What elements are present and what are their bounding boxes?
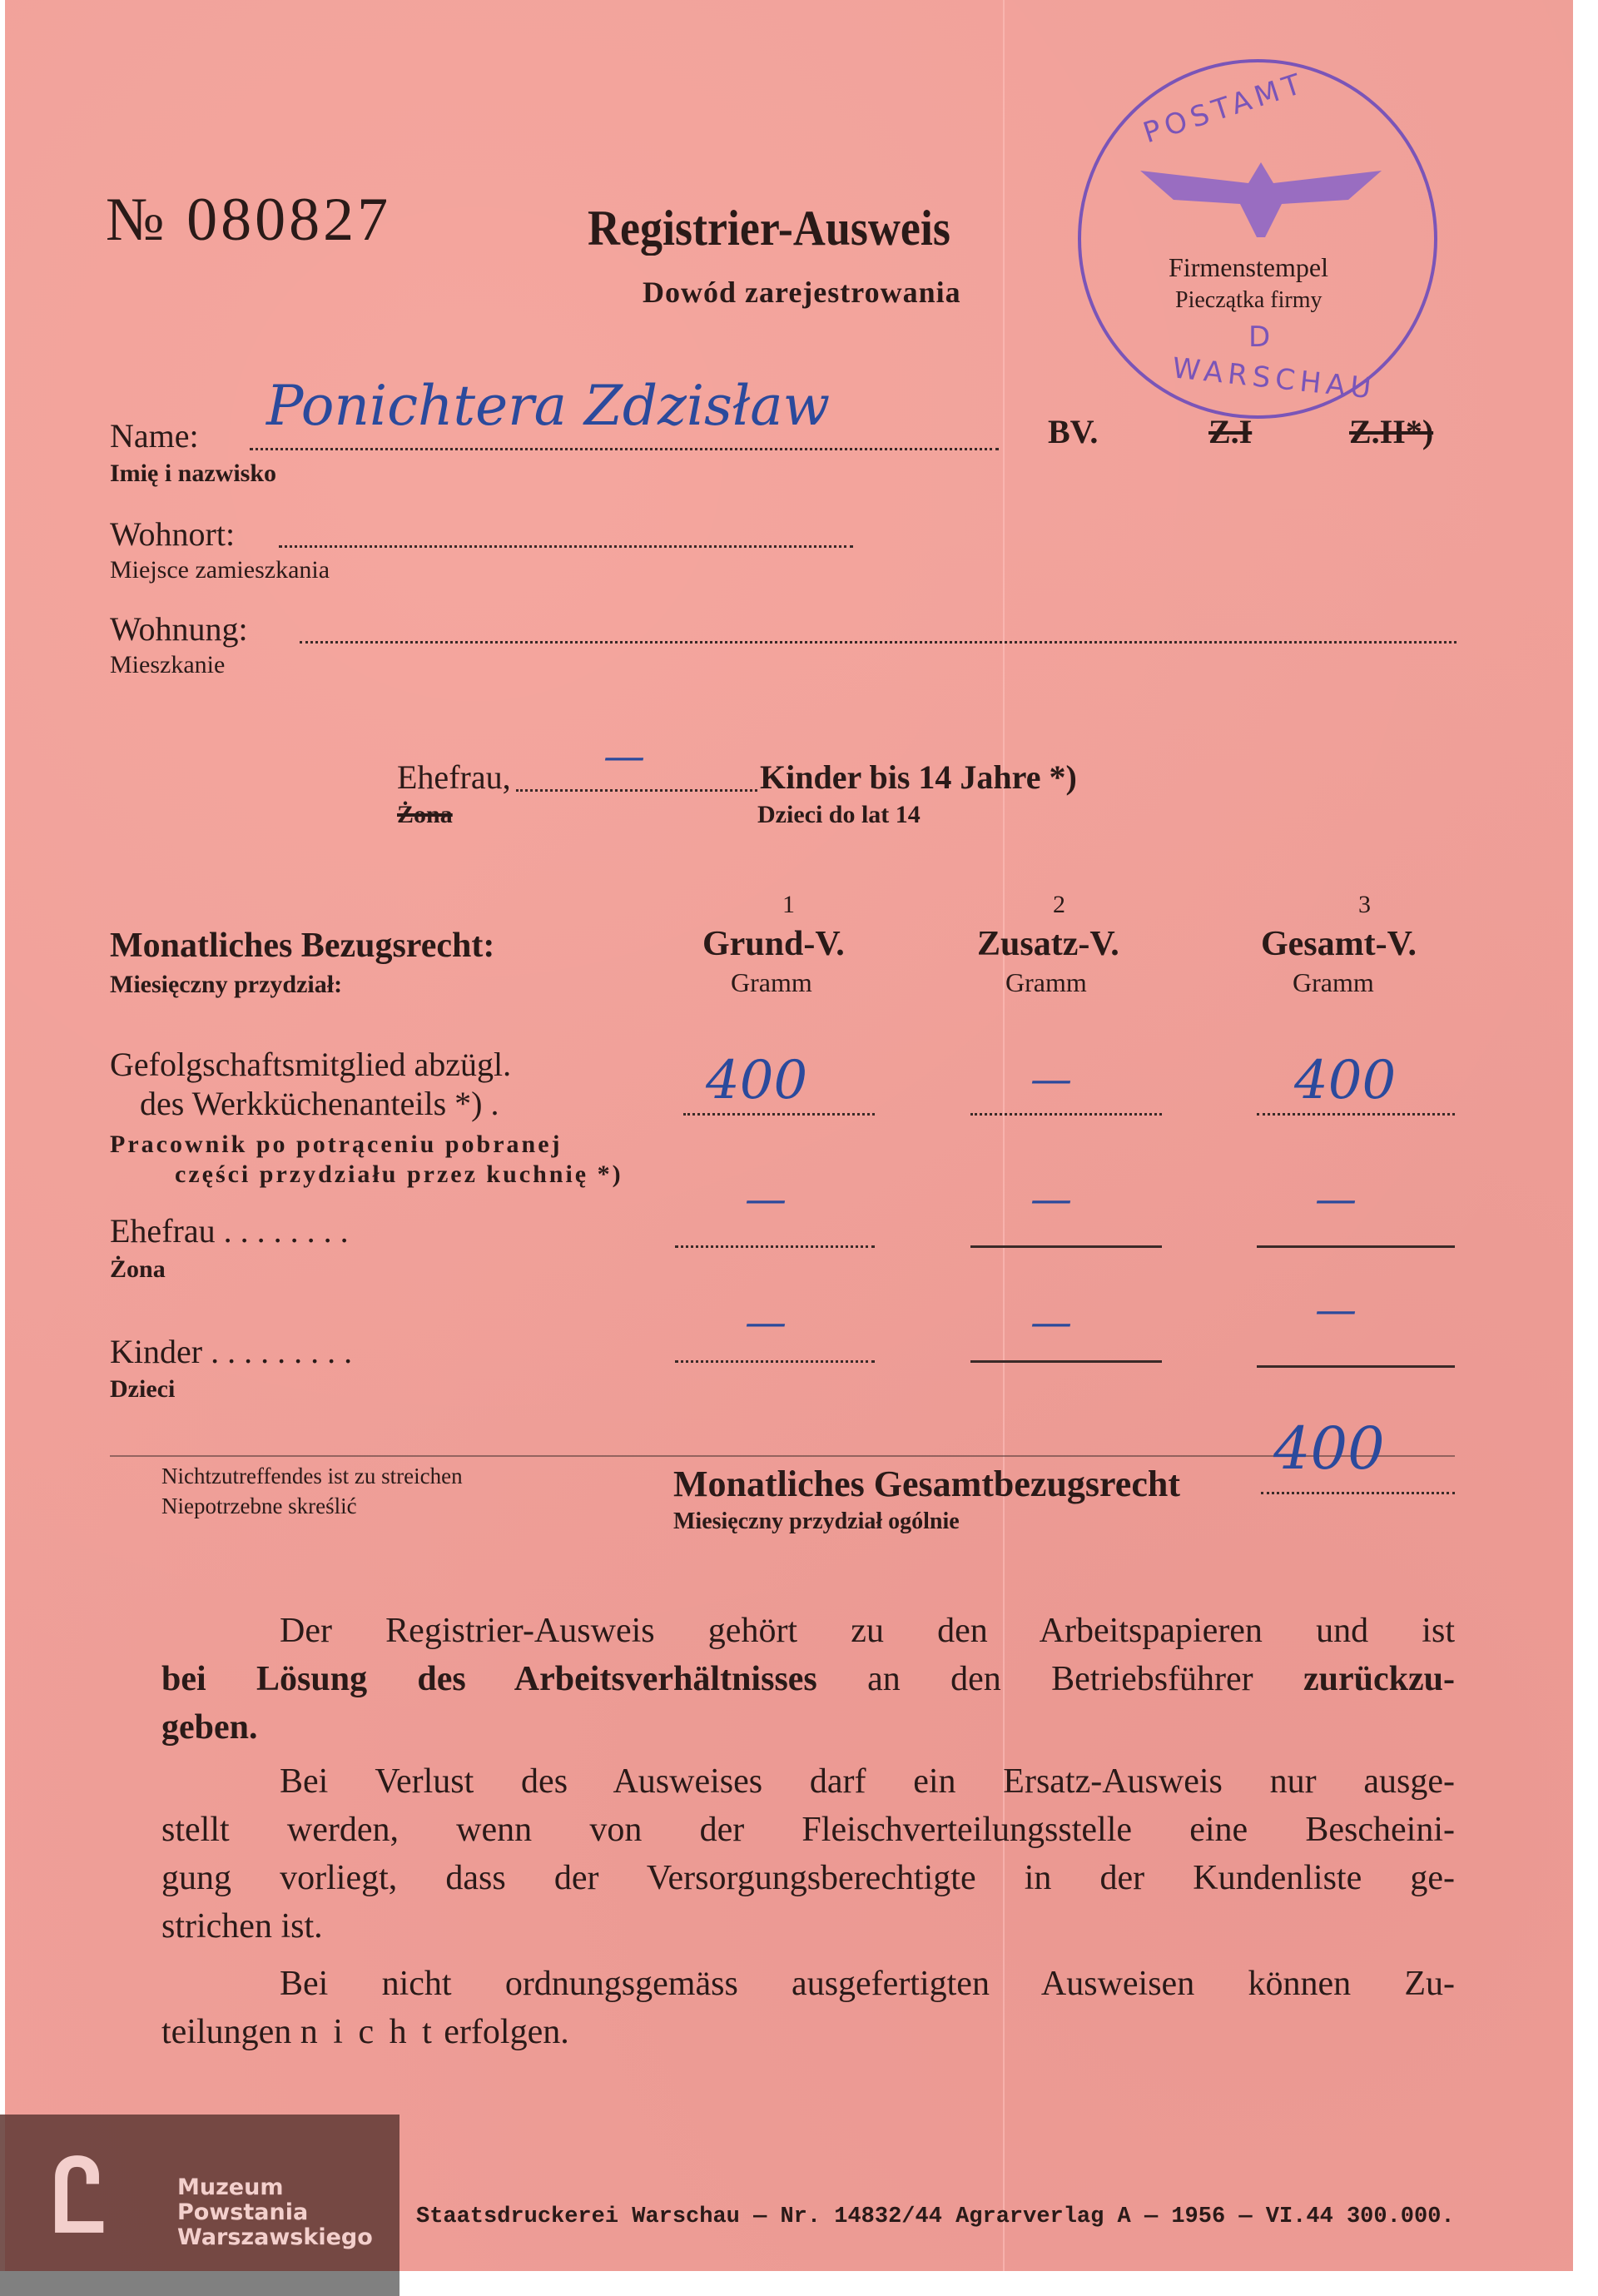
p1-bold-b: zurückzu- bbox=[1303, 1660, 1455, 1698]
watermark-line2: Powstania bbox=[177, 2199, 309, 2225]
wohnung-label-pl: Mieszkanie bbox=[110, 651, 226, 678]
ehefrau-label: Ehefrau, bbox=[397, 758, 511, 796]
column-header-gesamt: Gesamt-V. bbox=[1261, 925, 1417, 963]
row-ehefrau-gesamt-value: — bbox=[1315, 1175, 1357, 1223]
stamp-bottom-text: WARSCHAU bbox=[1170, 351, 1378, 406]
total-value: 400 bbox=[1273, 1414, 1385, 1483]
z1-option: Z.I bbox=[1208, 413, 1253, 450]
printer-imprint: Staatsdruckerei Warschau — Nr. 14832/44 Agrarverlag A — 1956 — VI.44 300.000. bbox=[416, 2204, 1455, 2229]
eagle-icon bbox=[1140, 154, 1382, 237]
row-kinder-line-3 bbox=[1257, 1365, 1455, 1368]
bv-option: BV. bbox=[1048, 413, 1099, 450]
p3-a: teilungen bbox=[161, 2013, 300, 2051]
wohnung-label: Wohnung: bbox=[110, 610, 248, 648]
p1-normal: an den Betriebsführer bbox=[816, 1660, 1303, 1698]
row-kinder-label-pl: Dzieci bbox=[110, 1375, 176, 1403]
row-ehefrau-grund-value: — bbox=[745, 1175, 787, 1223]
p1-bold-a: bei Lösung des Arbeitsverhältnisses bbox=[161, 1660, 817, 1698]
p1-line1: Der Registrier-Ausweis gehört zu den Arbeitspapieren und ist bbox=[280, 1612, 1455, 1650]
kinder-label: Kinder bis 14 Jahre *) bbox=[760, 758, 1077, 796]
company-stamp-label-pl: Pieczątka firmy bbox=[1175, 287, 1323, 313]
ration-heading-pl: Miesięczny przydział: bbox=[110, 971, 343, 998]
row-ehefrau-label-pl: Żona bbox=[110, 1255, 166, 1283]
column-number-1: 1 bbox=[782, 891, 795, 918]
ehefrau-value: — bbox=[603, 732, 645, 780]
row-member-line-1 bbox=[683, 1113, 875, 1116]
p3-c: erfolgen. bbox=[434, 2013, 569, 2051]
strike-note-pl: Niepotrzebne skreślić bbox=[161, 1493, 357, 1518]
wohnung-line bbox=[300, 641, 1457, 644]
museum-watermark bbox=[0, 2115, 400, 2296]
name-label: Name: bbox=[110, 417, 199, 455]
wohnort-line bbox=[279, 545, 853, 548]
row-member-label: Gefolgschaftsmitglied abzügl. bbox=[110, 1046, 512, 1083]
column-unit-grund: Gramm bbox=[731, 967, 812, 997]
row-ehefrau-zusatz-value: — bbox=[1030, 1175, 1072, 1223]
document-number: № 080827 bbox=[106, 186, 392, 254]
name-value: Ponichtera Zdzisław bbox=[266, 374, 831, 438]
p3-line1: Bei nicht ordnungsgemäss ausgefertigten Ausweisen können Zu- bbox=[280, 1965, 1455, 2003]
column-header-zusatz: Zusatz-V. bbox=[977, 925, 1119, 963]
row-kinder-zusatz-value: — bbox=[1030, 1298, 1072, 1346]
row-kinder-gesamt-value: — bbox=[1315, 1285, 1357, 1334]
paragraph-validity-notice bbox=[161, 1960, 1455, 2056]
watermark-band bbox=[0, 2271, 400, 2296]
column-unit-zusatz: Gramm bbox=[1005, 967, 1087, 997]
kinder-label-pl: Dzieci do lat 14 bbox=[757, 801, 921, 828]
row-member-label-pl2: części przydziału przez kuchnię *) bbox=[175, 1160, 623, 1188]
strike-note: Nichtzutreffendes ist zu streichen bbox=[161, 1464, 463, 1488]
row-ehefrau-line-2 bbox=[970, 1245, 1162, 1248]
row-kinder-grund-value: — bbox=[745, 1298, 787, 1346]
company-stamp-label: Firmenstempel bbox=[1169, 252, 1328, 282]
anchor-logo-icon: Ꮭ bbox=[52, 2139, 108, 2255]
p2-line3: gung vorliegt, dass der Versorgungsberechtigte in der Kundenliste ge- bbox=[161, 1859, 1455, 1897]
name-line bbox=[250, 448, 999, 450]
p2-line2: stellt werden, wenn von der Fleischverteilungsstelle eine Bescheini- bbox=[161, 1811, 1455, 1849]
p3-b: n i c h t bbox=[300, 2013, 435, 2051]
p1-line3: geben. bbox=[161, 1708, 258, 1747]
column-unit-gesamt: Gramm bbox=[1293, 967, 1374, 997]
total-label-pl: Miesięczny przydział ogólnie bbox=[673, 1508, 960, 1534]
column-number-2: 2 bbox=[1053, 891, 1065, 918]
row-ehefrau-label: Ehefrau . . . . . . . . bbox=[110, 1212, 349, 1250]
ehefrau-line bbox=[516, 789, 757, 792]
paragraph-return-notice bbox=[161, 1607, 1455, 1752]
row-member-gesamt-value: 400 bbox=[1294, 1050, 1397, 1111]
watermark-line3: Warszawskiego bbox=[177, 2224, 373, 2250]
total-line bbox=[1261, 1492, 1455, 1494]
paragraph-loss-notice bbox=[161, 1757, 1455, 1951]
wohnort-label: Wohnort: bbox=[110, 515, 236, 553]
row-member-zusatz-value: — bbox=[1030, 1055, 1072, 1103]
document-subtitle: Dowód zarejestrowania bbox=[643, 276, 961, 309]
wohnort-label-pl: Miejsce zamieszkania bbox=[110, 556, 330, 584]
ration-heading: Monatliches Bezugsrecht: bbox=[110, 927, 495, 965]
document-title: Registrier-Ausweis bbox=[588, 201, 950, 256]
watermark-line1: Muzeum bbox=[177, 2174, 284, 2200]
p2-line1: Bei Verlust des Ausweises darf ein Ersatz-Ausweis nur ausge- bbox=[280, 1762, 1455, 1801]
stamp-letter: D bbox=[1248, 321, 1276, 354]
row-member-line-2 bbox=[970, 1113, 1162, 1116]
row-member-grund-value: 400 bbox=[706, 1050, 808, 1111]
row-member-line-3 bbox=[1257, 1113, 1455, 1116]
row-kinder-label: Kinder . . . . . . . . . bbox=[110, 1333, 353, 1370]
row-kinder-line-1 bbox=[675, 1360, 875, 1363]
row-ehefrau-line-3 bbox=[1257, 1245, 1455, 1248]
ehefrau-label-pl: Żona bbox=[397, 801, 453, 828]
section-divider bbox=[110, 1455, 1455, 1457]
name-label-pl: Imię i nazwisko bbox=[110, 460, 277, 487]
column-number-3: 3 bbox=[1358, 891, 1371, 918]
total-label: Monatliches Gesamtbezugsrecht bbox=[673, 1464, 1180, 1504]
column-header-grund: Grund-V. bbox=[702, 925, 845, 963]
row-ehefrau-line-1 bbox=[675, 1245, 875, 1248]
row-member-label2: des Werkküchenanteils *) . bbox=[140, 1085, 499, 1122]
row-kinder-line-2 bbox=[970, 1360, 1162, 1363]
row-member-label-pl: Pracownik po potrąceniu pobranej bbox=[110, 1131, 563, 1158]
p2-line4: strichen ist. bbox=[161, 1907, 323, 1946]
z2-option: Z.II*) bbox=[1349, 413, 1434, 450]
stamp-top-text: POSTAMT bbox=[1139, 66, 1310, 151]
